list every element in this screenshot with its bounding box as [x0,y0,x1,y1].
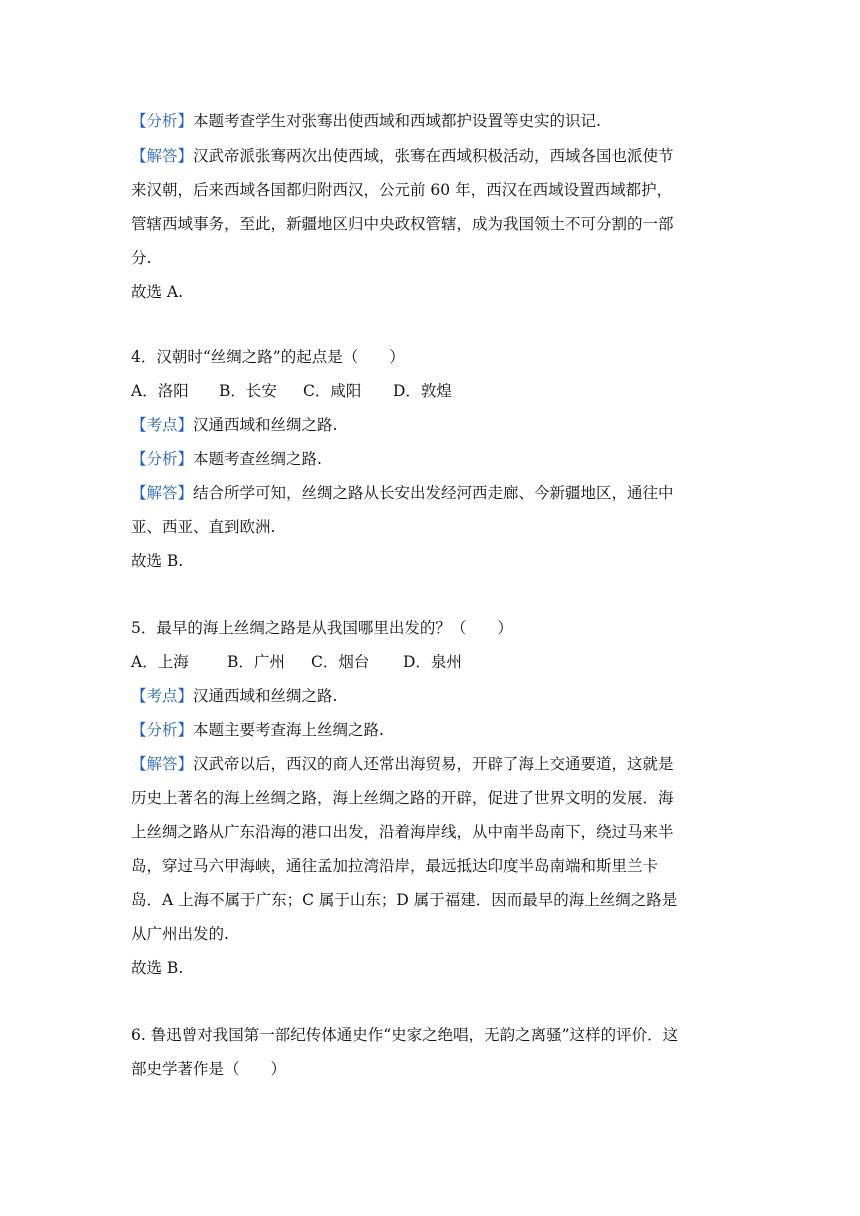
q4-analysis [131,442,731,476]
answer-tag: 【解答】 [131,755,194,773]
q3-answer-line-1 [131,139,731,173]
answer-text: 汉武帝派张骞两次出使西域，张骞在西域积极活动，西域各国也派使节 [193,147,674,165]
q4-option-b: B．长安 [219,382,277,400]
answer-tag: 【解答】 [131,484,194,502]
q5-choice: 故选 B. [131,959,184,977]
analysis-text: 本题主要考查海上丝绸之路. [193,721,384,739]
q6-stem-line-2: 部史学著作是（ ） [131,1060,287,1078]
q4-answer-line-2: 亚、西亚、直到欧洲. [131,518,276,536]
q4-option-c: C．咸阳 [303,382,362,400]
q5-options [131,645,731,679]
q4-answer-line-1 [131,476,731,510]
q5-option-c: C．烟台 [311,653,370,671]
q3-answer-line-4: 分. [131,249,152,267]
q5-answer-line-5: 岛．A 上海不属于广东；C 属于山东；D 属于福建．因而最早的海上丝绸之路是 [131,891,678,909]
q3-answer-line-2: 来汉朝，后来西域各国都归附西汉，公元前 60 年，西汉在西域设置西域都护， [131,181,673,199]
answer-text: 汉武帝以后，西汉的商人还常出海贸易，开辟了海上交通要道，这就是 [193,755,674,773]
q4-stem: 4．汉朝时“丝绸之路”的起点是（ ） [131,348,405,366]
q6-stem-line-1: 6. 鲁迅曾对我国第一部纪传体通史作“史家之绝唱，无韵之离骚”这样的评价．这 [131,1026,679,1044]
q5-stem: 5．最早的海上丝绸之路是从我国哪里出发的？（ ） [131,619,513,637]
q5-answer-line-2: 历史上著名的海上丝绸之路，海上丝绸之路的开辟，促进了世界文明的发展．海 [131,789,674,807]
q4-point [131,408,731,442]
q5-option-a: A．上海 [131,653,189,671]
q4-option-a: A．洛阳 [131,382,189,400]
analysis-tag: 【分析】 [131,112,194,130]
q5-answer-line-1 [131,747,731,781]
q3-choice: 故选 A. [131,283,184,301]
analysis-text: 本题考查丝绸之路. [193,450,322,468]
q5-analysis [131,713,731,747]
q5-answer-line-4: 岛，穿过马六甲海峡，通往孟加拉湾沿岸，最远抵达印度半岛南端和斯里兰卡 [131,857,659,875]
q5-option-d: D．泉州 [403,653,462,671]
q5-answer-line-6: 从广州出发的. [131,925,229,943]
q5-answer-line-3: 上丝绸之路从广东沿海的港口出发，沿着海岸线，从中南半岛南下，绕过马来半 [131,823,674,841]
q4-option-d: D．敦煌 [393,382,452,400]
q5-point [131,679,731,713]
analysis-text: 本题考查学生对张骞出使西域和西域都护设置等史实的识记. [193,112,601,130]
point-tag: 【考点】 [131,687,194,705]
q4-choice: 故选 B. [131,552,184,570]
analysis-tag: 【分析】 [131,721,194,739]
analysis-tag: 【分析】 [131,450,194,468]
answer-tag: 【解答】 [131,147,194,165]
q4-options [131,374,731,408]
point-text: 汉通西域和丝绸之路. [193,687,338,705]
q3-answer-line-3: 管辖西域事务，至此，新疆地区归中央政权管辖，成为我国领土不可分割的一部 [131,215,674,233]
q5-option-b: B．广州 [227,653,285,671]
point-tag: 【考点】 [131,416,194,434]
point-text: 汉通西域和丝绸之路. [193,416,338,434]
answer-text: 结合所学可知，丝绸之路从长安出发经河西走廊、今新疆地区，通往中 [193,484,674,502]
q3-analysis [131,104,731,138]
